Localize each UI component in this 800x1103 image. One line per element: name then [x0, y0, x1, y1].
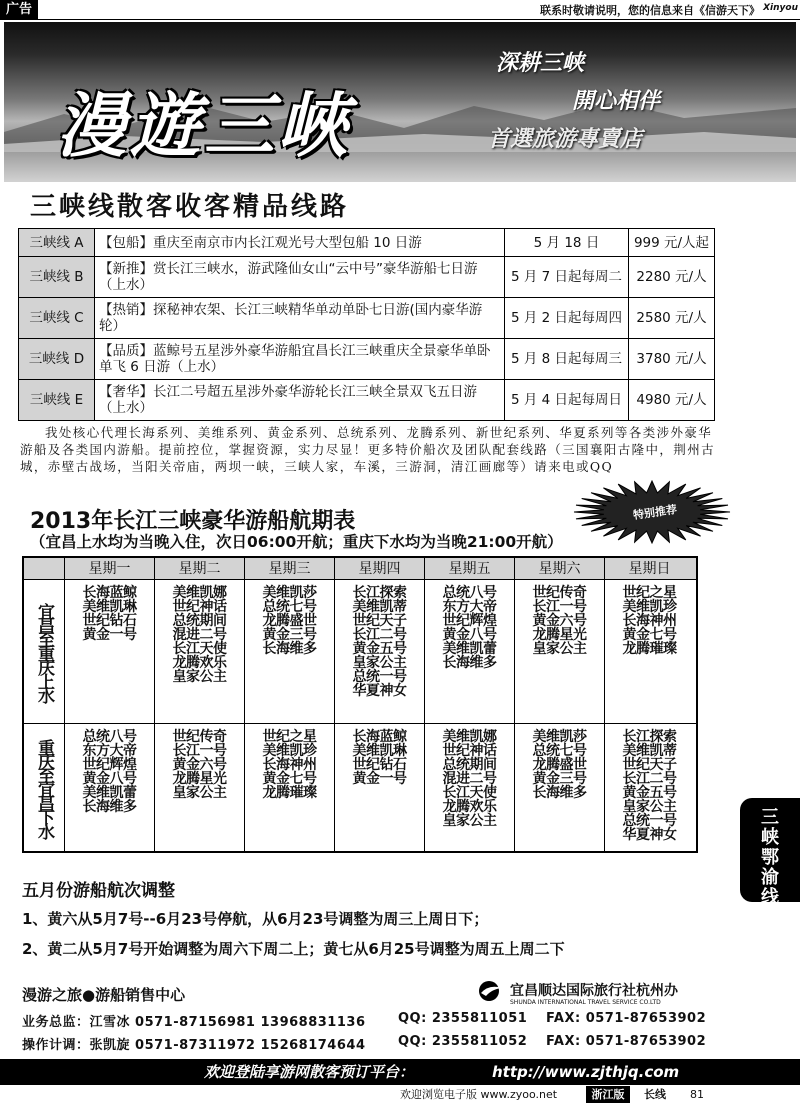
schedule-cell — [334, 580, 424, 723]
ship-name: 世纪传奇 — [172, 729, 227, 745]
route-code: 三峡线 D — [19, 339, 95, 380]
website-banner — [0, 1059, 800, 1085]
side-tab-char: 线 — [761, 887, 779, 908]
ship-name: 黄金三号 — [262, 627, 317, 643]
ship-name: 总统八号 — [82, 729, 137, 745]
day-header: 星期六 — [514, 558, 604, 580]
schedule-subtitle: （宜昌上水均为当晚入住，次日06:00开航；重庆下水均为当晚21:00开航） — [30, 533, 563, 551]
ship-name: 长海维多 — [532, 785, 587, 801]
ship-name: 皇家公主 — [352, 655, 407, 671]
intro-paragraph: 我处核心代理长海系列、美维系列、黄金系列、总统系列、龙腾系列、新世纪系列、华夏系列等各类涉外豪华游船及各类国内游船。提前控位，掌握资源，实力尽显！更多特价船次及团队配套线路（三国襄阳古隆中，荆州古城，赤壁古战场，当阳关帝庙，两坝一峡，三峡人家，车溪，三游洞，清江画廊等）请来电或QQ — [20, 425, 716, 474]
side-tab-char: 三 — [761, 807, 779, 828]
ship-name: 黄金八号 — [82, 771, 137, 787]
ship-name: 黄金七号 — [622, 627, 677, 643]
ship-name: 龙腾盛世 — [532, 757, 587, 773]
schedule-grid — [22, 556, 698, 853]
side-tab-char: 鄂 — [761, 847, 779, 868]
agency-logo-icon — [478, 980, 506, 1002]
contact-qq: QQ: 2355811052 — [398, 1034, 528, 1049]
ship-name: 皇家公主 — [172, 669, 227, 685]
day-header: 星期五 — [424, 558, 514, 580]
ship-name: 世纪天子 — [352, 613, 407, 629]
route-price: 2280 元/人 — [629, 257, 715, 298]
ship-name: 美维凯珍 — [262, 743, 317, 759]
ship-name: 总统七号 — [262, 599, 317, 615]
schedule-cell — [604, 580, 694, 723]
contact-fax: FAX: 0571-87653902 — [546, 1034, 707, 1049]
route-code: 三峡线 E — [19, 380, 95, 421]
ship-name: 华夏神女 — [622, 827, 677, 843]
ship-name: 总统七号 — [532, 743, 587, 759]
ship-name: 长江一号 — [532, 599, 587, 615]
ship-name: 黄金五号 — [622, 785, 677, 801]
ship-name: 皇家公主 — [172, 785, 227, 801]
website-prompt: 欢迎登陆享游网散客预订平台： — [204, 1063, 415, 1081]
route-desc: 【新推】赏长江三峡水，游武隆仙女山“云中号”豪华游船七日游（上水） — [95, 257, 505, 298]
ship-name: 黄金三号 — [532, 771, 587, 787]
schedule-cell — [604, 724, 694, 851]
route-table — [18, 228, 715, 421]
ship-name: 总统八号 — [442, 585, 497, 601]
side-tab-char: 渝 — [761, 867, 779, 888]
ship-name: 混进二号 — [172, 627, 227, 643]
schedule-cell — [424, 580, 514, 723]
ship-name: 世纪辉煌 — [442, 613, 497, 629]
ship-name: 世纪传奇 — [532, 585, 587, 601]
schedule-cell — [154, 580, 244, 723]
ship-name: 长海蓝鲸 — [352, 729, 407, 745]
upstream-label: 宜昌至重庆上水 — [34, 602, 54, 701]
ship-name: 长江天使 — [172, 641, 227, 657]
ship-name: 皇家公主 — [622, 799, 677, 815]
adjustment-line: 2、黄二从5月7号开始调整为周六下周二上；黄七从6月25号调整为周五上周二下 — [22, 940, 565, 958]
route-date: 5 月 8 日起每周三 — [505, 339, 629, 380]
ship-name: 东方大帝 — [442, 599, 497, 615]
schedule-cell — [334, 724, 424, 851]
ship-name: 混进二号 — [442, 771, 497, 787]
ship-name: 长海神州 — [262, 757, 317, 773]
ship-name: 黄金八号 — [442, 627, 497, 643]
route-price: 3780 元/人 — [629, 339, 715, 380]
ship-name: 龙腾璀璨 — [622, 641, 677, 657]
ship-name: 世纪钻石 — [352, 757, 407, 773]
day-header: 星期日 — [604, 558, 694, 580]
banner — [4, 22, 796, 182]
schedule-cell — [64, 580, 154, 723]
top-logo: Xinyou — [763, 3, 798, 13]
ship-name: 总统一号 — [622, 813, 677, 829]
ship-name: 皇家公主 — [532, 641, 587, 657]
ship-name: 总统期间 — [172, 613, 227, 629]
agency-english-name: SHUNDA INTERNATIONAL TRAVEL SERVICE CO.LTD — [510, 999, 661, 1006]
route-date: 5 月 18 日 — [505, 229, 629, 257]
route-row — [19, 339, 715, 380]
route-price: 4980 元/人 — [629, 380, 715, 421]
schedule-cell — [64, 724, 154, 851]
bottom-strip — [0, 1086, 800, 1103]
schedule-cell — [514, 724, 604, 851]
day-header: 星期二 — [154, 558, 244, 580]
ship-name: 黄金一号 — [82, 627, 137, 643]
website-link[interactable]: http://www.zjthjq.com — [492, 1063, 680, 1081]
ship-name: 东方大帝 — [82, 743, 137, 759]
ship-name: 美维凯蒂 — [622, 743, 677, 759]
ship-name: 龙腾星光 — [172, 771, 227, 787]
schedule-cell — [244, 580, 334, 723]
ship-name: 总统期间 — [442, 757, 497, 773]
contact-person: 业务总监：江雪冰 0571-87156981 13968831136 — [22, 1015, 366, 1030]
ship-name: 美维凯珍 — [622, 599, 677, 615]
ship-name: 皇家公主 — [442, 813, 497, 829]
ship-name: 黄金六号 — [532, 613, 587, 629]
ship-name: 龙腾欢乐 — [172, 655, 227, 671]
ebook-note: 欢迎浏览电子版 www.zyoo.net — [400, 1088, 558, 1101]
ship-name: 美维凯蒂 — [352, 599, 407, 615]
ship-name: 世纪之星 — [622, 585, 677, 601]
banner-title: 漫遊三峽 — [56, 84, 352, 167]
route-desc: 【奢华】长江二号超五星涉外豪华游轮长江三峡全景双飞五日游（上水） — [95, 380, 505, 421]
ship-name: 美维凯琳 — [82, 599, 137, 615]
day-header: 星期一 — [64, 558, 154, 580]
route-date: 5 月 4 日起每周日 — [505, 380, 629, 421]
adjustment-line: 1、黄六从5月7号--6月23号停航，从6月23号调整为周三上周日下； — [22, 910, 489, 928]
route-price: 999 元/人起 — [629, 229, 715, 257]
route-code: 三峡线 B — [19, 257, 95, 298]
ship-name: 长江探索 — [622, 729, 677, 745]
ship-name: 长海神州 — [622, 613, 677, 629]
side-tab — [740, 798, 800, 908]
ship-name: 长海维多 — [442, 655, 497, 671]
ship-name: 黄金一号 — [352, 771, 407, 787]
ship-name: 龙腾璀璨 — [262, 785, 317, 801]
ship-name: 世纪之星 — [262, 729, 317, 745]
schedule-title: 2013年长江三峡豪华游船航期表 — [30, 509, 356, 534]
recommend-badge: 特别推荐 — [632, 502, 678, 522]
contact-qq: QQ: 2355811051 — [398, 1011, 528, 1026]
route-desc: 【品质】蓝鲸号五星涉外豪华游船宜昌长江三峡重庆全景豪华单卧单飞 6 日游（上水） — [95, 339, 505, 380]
route-date: 5 月 2 日起每周四 — [505, 298, 629, 339]
banner-slogan: 首選旅游專賣店 — [488, 127, 643, 152]
side-tab-char: 峡 — [761, 827, 779, 848]
ship-name: 华夏神女 — [352, 683, 407, 699]
section-heading: 三峡线散客收客精品线路 — [30, 192, 350, 222]
contact-person: 操作计调：张凯旋 0571-87311972 15268174644 — [22, 1038, 366, 1053]
route-code: 三峡线 A — [19, 229, 95, 257]
ship-name: 龙腾星光 — [532, 627, 587, 643]
ship-name: 龙腾盛世 — [262, 613, 317, 629]
ship-name: 美维凯莎 — [262, 585, 317, 601]
schedule-cell — [514, 580, 604, 723]
route-desc: 【包船】重庆至南京市内长江观光号大型包船 10 日游 — [95, 229, 505, 257]
ship-name: 世纪神话 — [172, 599, 227, 615]
ship-name: 长江天使 — [442, 785, 497, 801]
section-name: 长线 — [644, 1088, 666, 1101]
schedule-cell — [424, 724, 514, 851]
ad-tag: 广告 — [0, 0, 38, 20]
ship-name: 长江二号 — [352, 627, 407, 643]
schedule-header-row — [24, 558, 696, 580]
schedule-cell — [154, 724, 244, 851]
adjustments-title: 五月份游船航次调整 — [22, 881, 175, 901]
ship-name: 黄金六号 — [172, 757, 227, 773]
ship-name: 世纪钻石 — [82, 613, 137, 629]
downstream-label: 重庆至宜昌下水 — [34, 738, 54, 837]
ship-name: 长海维多 — [262, 641, 317, 657]
route-row — [19, 257, 715, 298]
banner-slogan: 深耕三峡 — [496, 51, 585, 76]
route-row — [19, 229, 715, 257]
ship-name: 总统一号 — [352, 669, 407, 685]
top-note: 联系时敬请说明，您的信息来自《信游天下》 — [540, 4, 760, 17]
ship-name: 世纪神话 — [442, 743, 497, 759]
route-row — [19, 298, 715, 339]
route-row — [19, 380, 715, 421]
day-header: 星期三 — [244, 558, 334, 580]
ship-name: 美维凯琳 — [352, 743, 407, 759]
ship-name: 长海维多 — [82, 799, 137, 815]
route-desc: 【热销】探秘神农架、长江三峡精华单动单卧七日游(国内豪华游轮） — [95, 298, 505, 339]
ship-name: 世纪辉煌 — [82, 757, 137, 773]
ship-name: 长江一号 — [172, 743, 227, 759]
top-bar — [0, 0, 800, 20]
ship-name: 美维凯娜 — [172, 585, 227, 601]
ship-name: 龙腾欢乐 — [442, 799, 497, 815]
ship-name: 世纪天子 — [622, 757, 677, 773]
ship-name: 美维凯娜 — [442, 729, 497, 745]
banner-slogan: 開心相伴 — [572, 89, 661, 114]
ship-name: 美维凯蕾 — [82, 785, 137, 801]
route-code: 三峡线 C — [19, 298, 95, 339]
contact-fax: FAX: 0571-87653902 — [546, 1011, 707, 1026]
edition-tag: 浙江版 — [586, 1086, 630, 1103]
ship-name: 黄金五号 — [352, 641, 407, 657]
ship-name: 长江探索 — [352, 585, 407, 601]
brand-name: 漫游之旅●游船销售中心 — [22, 986, 186, 1004]
ship-name: 美维凯蕾 — [442, 641, 497, 657]
route-date: 5 月 7 日起每周二 — [505, 257, 629, 298]
ship-name: 长海蓝鲸 — [82, 585, 137, 601]
route-price: 2580 元/人 — [629, 298, 715, 339]
ship-name: 长江二号 — [622, 771, 677, 787]
ship-name: 黄金七号 — [262, 771, 317, 787]
ship-name: 美维凯莎 — [532, 729, 587, 745]
agency-name: 宜昌顺达国际旅行社杭州办 — [510, 983, 678, 999]
day-header: 星期四 — [334, 558, 424, 580]
schedule-cell — [244, 724, 334, 851]
page-number: 81 — [690, 1088, 704, 1101]
